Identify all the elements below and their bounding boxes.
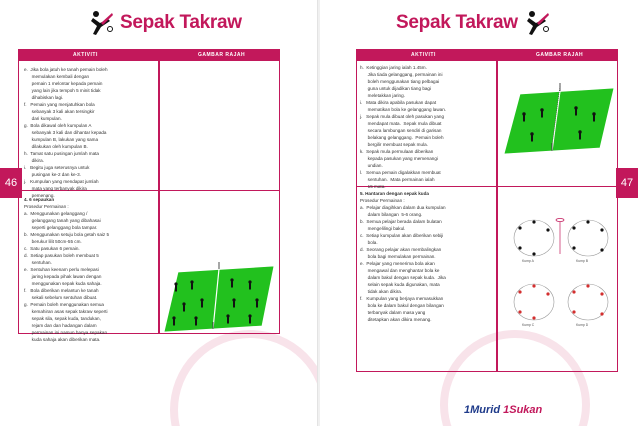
text-line: l. Semua pemain digalakkan membuat xyxy=(360,170,441,175)
text-line: j. Sepak mula dibuat oleh pasukan yang xyxy=(360,114,445,119)
text-line: d. Seorang pelajar akan membalingkan xyxy=(360,247,442,252)
table-header xyxy=(18,49,280,60)
text-line: kepada pasukan yang memenangi xyxy=(360,156,438,161)
text-line: d. Setiap pasukan boleh membuat 5 xyxy=(24,253,99,258)
text-line: sebanyak 3 kali akan tersingkir xyxy=(24,109,95,114)
page-title: Sepak Takraw xyxy=(120,12,242,33)
text-line: seperti gelanggang bola tampar. xyxy=(24,225,98,230)
basket-circles-diagram xyxy=(502,202,616,342)
text-line: jaring kepada pihak lawan dengan xyxy=(24,274,102,279)
text-line: undian. xyxy=(360,163,383,168)
column-header-gambar-rajah: GAMBAR RAJAH xyxy=(198,52,246,58)
text-line: secara lambungan sendiri di garisan xyxy=(360,128,442,133)
activity-text-block xyxy=(24,66,156,199)
text-line: a. Pelajar diagihkan dalam dua kumpulan xyxy=(360,205,446,210)
text-line: mematikan bola ke gelanggang lawan. xyxy=(360,107,447,112)
brand-sukan: 1Sukan xyxy=(503,404,543,416)
group-label-d: Kump D xyxy=(576,323,589,327)
table-header xyxy=(356,49,618,60)
text-line: i. Begitu juga seterusnya untuk xyxy=(24,165,90,170)
right-page xyxy=(320,0,638,426)
decorative-swirl xyxy=(170,330,330,426)
activity-heading xyxy=(24,196,156,203)
text-line: sentuhan. Mata permainan ialah xyxy=(360,177,435,182)
text-line: i. Mata dikira apabila pasukan dapat xyxy=(360,100,437,105)
column-header-gambar-rajah: GAMBAR RAJAH xyxy=(536,52,584,58)
text-line: sekali sebelum sentuhan dibuat. xyxy=(24,295,98,300)
text-line: kumpulan B, lakukan yang sama xyxy=(24,137,99,142)
text-line: belakang gelanggang. Pemain boleh xyxy=(360,135,444,140)
text-line: mata yang terbanyak dikira xyxy=(24,186,87,191)
text-line: bola bagi memulakan permainan. xyxy=(360,254,436,259)
text-line: sentuhan. xyxy=(24,260,52,265)
page-number: 46 xyxy=(0,168,22,198)
text-line: yang lain jika tempoh 5 minit tidak xyxy=(24,88,101,93)
text-line: memulakan kembali dengan xyxy=(24,74,90,79)
text-line: e. Pelajar yang menerima bola akan xyxy=(360,261,435,266)
activity-text-block xyxy=(360,64,496,190)
text-line: guna untuk dijadikan tiang bagi xyxy=(360,86,431,91)
group-label-b: Kump B xyxy=(576,259,589,263)
text-line: j. Kumpulan yang mendapat jumlah xyxy=(24,179,99,184)
text-line: mendapat mata. Sepak mula dibuat xyxy=(360,121,442,126)
text-line: Jika tiada gelanggang, permainan ini xyxy=(360,72,443,77)
text-line: permainan ini namun hanya sepakan xyxy=(24,330,107,335)
text-line: b. Semua pelajar berada dalam bulatan xyxy=(360,219,442,224)
sepak-takraw-player-icon xyxy=(88,9,114,37)
text-line: h. Tamat satu pusingan jumlah mata xyxy=(24,151,99,156)
activity-title: 4. 6 sepaukan xyxy=(24,197,55,202)
text-line: terbanyak dalam masa yang xyxy=(360,310,426,315)
procedure-text-block xyxy=(360,197,496,323)
text-line: e. Jika bola jatuh ke tanah pemain boleh xyxy=(24,67,108,72)
text-line: rejam dan dan hadangan dalam xyxy=(24,323,97,328)
text-line: tidak akan dikira. xyxy=(360,289,403,294)
text-line: g. Bola dikawal oleh kumpulan A xyxy=(24,123,92,128)
text-line: dilakukan oleh kumpulan B. xyxy=(24,144,88,149)
page-header xyxy=(88,6,242,40)
text-line: meletakkan jaring. xyxy=(360,93,405,98)
text-line: dikira. xyxy=(24,158,44,163)
text-line: c. Setiap kumpulan akan diberikan sebiji xyxy=(360,233,444,238)
text-line: dalam bilangan 5-6 orang. xyxy=(360,212,423,217)
text-line: e. Sentuhan keenam perlu melepasi xyxy=(24,267,99,272)
text-line: bergilir membuat sepak mula. xyxy=(360,142,428,147)
text-line: selain sepak kuda digunakan, mata xyxy=(360,282,440,287)
text-line: k. Sepak mula permulaan diberikan xyxy=(360,149,434,154)
text-line: pemain 1 melontar kepada pemain xyxy=(24,81,103,86)
text-line: pusingan ke-2 dan ke-3. xyxy=(24,172,81,177)
text-line: f. Pemain yang menjatuhkan bola xyxy=(24,102,95,107)
footer-brand xyxy=(464,404,542,416)
text-line: berukur lilit 50cm-55 cm. xyxy=(24,239,82,244)
page-header xyxy=(396,6,550,40)
sepak-takraw-player-icon xyxy=(524,9,550,37)
left-page xyxy=(0,0,318,426)
text-line: f. Kumpulan yang berjaya memasukkan xyxy=(360,296,444,301)
text-line: sepak sila, sepak kuda, tandukan, xyxy=(24,316,101,321)
activity-title: 5. Hantaran dengan sepak kuda xyxy=(360,191,429,196)
group-label-a: Kump A xyxy=(522,259,534,263)
text-line: bola ke dalam bakul dengan bilangan xyxy=(360,303,444,308)
text-line: bola. xyxy=(360,240,378,245)
page-number: 47 xyxy=(616,168,638,198)
text-line: sebanyak 3 kali dan dihantar kepada xyxy=(24,130,107,135)
procedure-text-block xyxy=(24,203,156,343)
text-line: dihabiskan lagi. xyxy=(24,95,64,100)
text-line: boleh menggunakan tiang pelbagai xyxy=(360,79,440,84)
text-line: a. Menggunakan gelanggang / xyxy=(24,211,88,216)
column-header-aktiviti: AKTIVITI xyxy=(73,52,98,58)
text-line: b. Menggunakan setuju bola getah saiz 5 xyxy=(24,232,110,237)
text-line: pemenang. xyxy=(24,193,55,198)
text-line: dalam bakul dengan sepak kuda. Jika xyxy=(360,275,446,280)
text-line: kemahiran asas sepak takraw seperti xyxy=(24,309,108,314)
text-line: f. Bola diberikan melantun ke tanah xyxy=(24,288,99,293)
text-line: mengelilingi bakul. xyxy=(360,226,406,231)
text-line: 15 mata. xyxy=(360,184,386,189)
column-header-aktiviti: AKTIVITI xyxy=(411,52,436,58)
activity-heading xyxy=(360,190,496,197)
text-line: gelanggang tanah yang dibahasai xyxy=(24,218,101,223)
group-label-c: Kump C xyxy=(522,323,535,327)
text-line: mengawal dan menghantar bola ke xyxy=(360,268,440,273)
brand-murid: 1Murid xyxy=(464,404,501,416)
text-line: Prosedur Permainan : xyxy=(24,204,69,209)
text-line: g. Pemain boleh menggunakan semua xyxy=(24,302,104,307)
text-line: Prosedur Permainan : xyxy=(360,198,405,203)
court-diagram xyxy=(502,80,616,156)
text-line: dari kumpulan. xyxy=(24,116,62,121)
text-line: ditetapkan akan dikira menang. xyxy=(360,317,432,322)
page-title: Sepak Takraw xyxy=(396,12,518,33)
court-diagram xyxy=(162,260,276,334)
text-line: h. Ketinggian jaring ialah 1.45m. xyxy=(360,65,427,70)
text-line: c. Satu pasukan 6 pemain. xyxy=(24,246,80,251)
text-line: menggunakan sepak kuda sahaja. xyxy=(24,281,102,286)
text-line: kuda sahaja akan diberikan mata. xyxy=(24,337,101,342)
